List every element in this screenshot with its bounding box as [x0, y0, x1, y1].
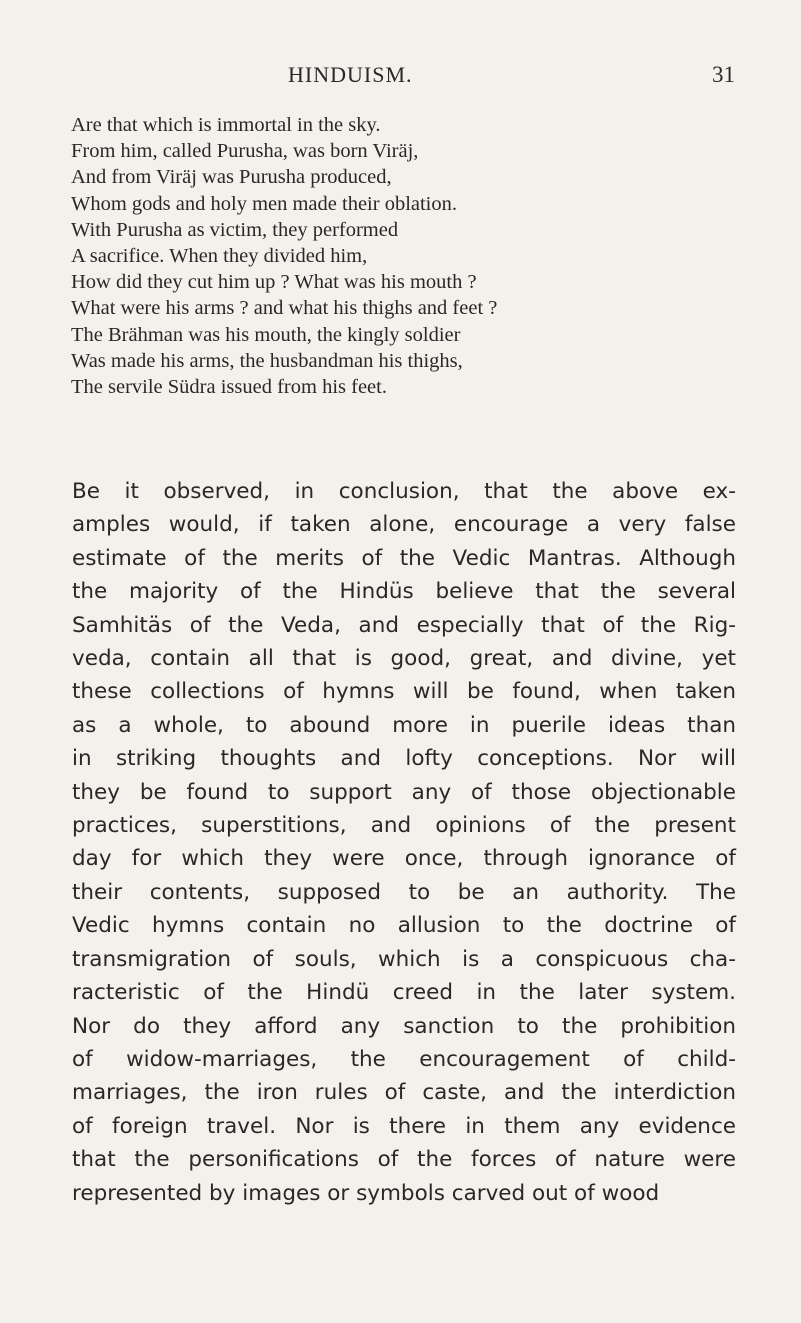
paragraph-line: veda, contain all that is good, great, and divine, yet — [72, 646, 736, 672]
paragraph-line: of foreign travel. Nor is there in them any evidence — [72, 1113, 736, 1139]
paragraph-line: Vedic hymns contain no allusion to the doctrine of — [72, 913, 736, 939]
verse-line: Whom gods and holy men made their oblation. — [71, 192, 458, 215]
paragraph-line: practices, superstitions, and opinions of the present — [72, 813, 736, 839]
paragraph-line: as a whole, to abound more in puerile ideas than — [72, 712, 736, 738]
body-paragraph — [72, 475, 736, 1210]
page-number: 31 — [712, 62, 735, 87]
paragraph-line: marriages, the iron rules of caste, and the interdiction — [72, 1080, 736, 1106]
paragraph-line: Nor do they afford any sanction to the prohibition — [72, 1013, 736, 1039]
verse-line: Are that which is immortal in the sky. — [71, 114, 381, 136]
running-head-title: HINDUISM. — [288, 62, 413, 87]
paragraph-line: of widow-marriages, the encouragement of child- — [72, 1046, 736, 1072]
paragraph-line: that the personifications of the forces of nature were — [72, 1147, 736, 1173]
paragraph-line: they be found to support any of those objectionable — [72, 779, 736, 805]
paragraph-line: transmigration of souls, which is a conspicuous cha- — [72, 946, 736, 972]
verse-line: From him, called Purusha, was born Viräj, — [71, 140, 419, 163]
paragraph-line: racteristic of the Hindü creed in the later system. — [72, 980, 736, 1006]
paragraph-line: the majority of the Hindüs believe that the several — [72, 579, 736, 605]
running-head — [0, 60, 801, 100]
verse-line: And from Viräj was Purusha produced, — [71, 166, 392, 189]
verse-block — [71, 112, 751, 400]
paragraph-line: in striking thoughts and lofty conceptions. Nor will — [72, 746, 736, 772]
verse-line: How did they cut him up ? What was his mouth ? — [71, 271, 477, 294]
paragraph-line: these collections of hymns will be found, when taken — [72, 679, 736, 705]
paragraph-line: represented by images or symbols carved out of wood — [72, 1180, 660, 1206]
verse-line: What were his arms ? and what his thighs and feet ? — [71, 297, 498, 320]
verse-line: Was made his arms, the husbandman his thighs, — [71, 349, 463, 372]
verse-line: With Purusha as victim, they performed — [71, 218, 399, 241]
paragraph-line: Samhitäs of the Veda, and especially that of the Rig- — [72, 612, 736, 638]
paragraph-line: amples would, if taken alone, encourage a very false — [72, 512, 736, 538]
verse-line: A sacrifice. When they divided him, — [71, 245, 368, 268]
paragraph-line: their contents, supposed to be an authority. The — [72, 879, 736, 905]
paragraph-line: estimate of the merits of the Vedic Mantras. Although — [72, 545, 736, 571]
verse-line: The Brähman was his mouth, the kingly soldier — [71, 323, 461, 346]
paragraph-line: day for which they were once, through ignorance of — [72, 846, 736, 872]
paragraph-line: Be it observed, in conclusion, that the above ex- — [72, 479, 736, 504]
verse-line: The servile Südra issued from his feet. — [71, 376, 387, 399]
